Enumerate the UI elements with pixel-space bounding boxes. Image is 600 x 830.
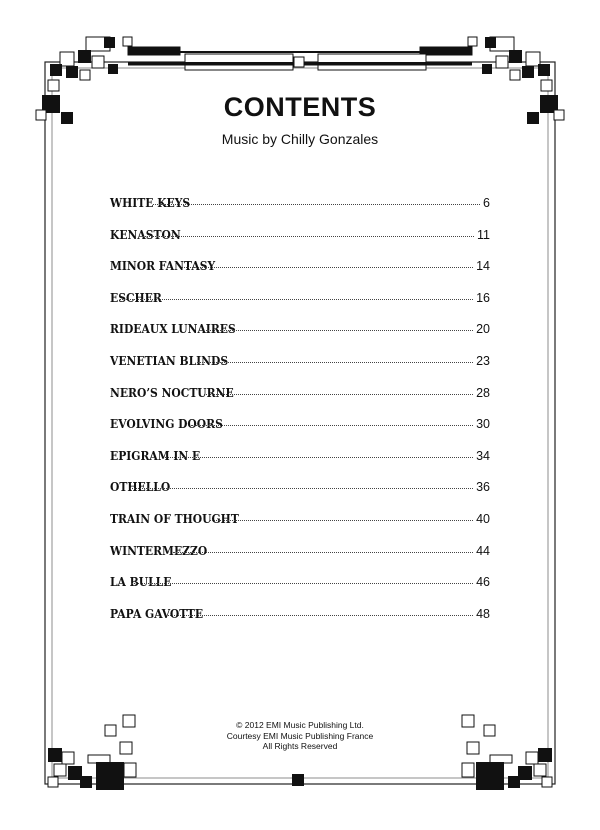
toc-entry-title: TRAIN OF THOUGHT (110, 510, 239, 526)
toc-dot-leader (120, 299, 473, 300)
toc-entry-page: 40 (476, 511, 490, 526)
toc-entry-page: 46 (476, 575, 490, 590)
copyright-line: © 2012 EMI Music Publishing Ltd. (236, 720, 364, 730)
toc-entry-page: 16 (476, 290, 490, 305)
toc-entry-page: 14 (476, 259, 490, 274)
toc-entry (110, 227, 490, 259)
copyright-notice (0, 720, 600, 752)
toc-entry (110, 416, 490, 448)
bottom-center-ornament (292, 774, 304, 786)
toc-entry (110, 353, 490, 385)
toc-dot-leader (210, 520, 473, 521)
table-of-contents (110, 195, 490, 637)
toc-entry-page: 48 (476, 606, 490, 621)
rights-line: All Rights Reserved (262, 741, 338, 751)
toc-entry-title: WINTERMEZZO (110, 542, 208, 558)
toc-dot-leader (182, 267, 473, 268)
toc-entry (110, 479, 490, 511)
toc-dot-leader (206, 330, 473, 331)
toc-entry-page: 6 (483, 196, 490, 210)
toc-entry-title: NERO’S NOCTURNE (110, 384, 234, 400)
toc-dot-leader (165, 457, 473, 458)
toc-entry (110, 543, 490, 575)
toc-entry-title: RIDEAUX LUNAIRES (110, 321, 236, 337)
toc-entry-title: EVOLVING DOORS (110, 416, 223, 432)
toc-entry (110, 511, 490, 543)
toc-entry-title: VENETIAN BLINDS (110, 352, 229, 368)
toc-dot-leader (153, 204, 480, 205)
page-title: CONTENTS (223, 92, 377, 122)
toc-entry-title: EPIGRAM IN E (110, 447, 201, 463)
toc-dot-leader (173, 552, 473, 553)
toc-entry-page: 11 (477, 227, 490, 242)
page-subtitle: Music by Chilly Gonzales (221, 131, 379, 147)
toc-entry-page: 44 (476, 543, 490, 558)
toc-dot-leader (131, 583, 473, 584)
toc-entry (110, 385, 490, 417)
toc-entry (110, 258, 490, 290)
toc-entry-page: 20 (476, 322, 490, 337)
toc-dot-leader (191, 425, 473, 426)
toc-dot-leader (197, 362, 473, 363)
toc-entry-page: 30 (476, 417, 490, 432)
toc-entry (110, 574, 490, 606)
toc-entry-title: LA BULLE (110, 574, 172, 590)
toc-dot-leader (168, 615, 473, 616)
toc-entry-title: ESCHER (110, 289, 162, 305)
toc-entry-page: 36 (476, 480, 490, 495)
toc-entry-page: 28 (476, 385, 490, 400)
toc-entry-title: KENASTON (110, 226, 181, 242)
toc-entry-title: MINOR FANTASY (110, 258, 216, 274)
toc-entry (110, 290, 490, 322)
toc-dot-leader (130, 488, 473, 489)
toc-dot-leader (204, 394, 474, 395)
toc-entry-title: OTHELLO (110, 479, 171, 495)
toc-entry (110, 606, 490, 638)
toc-entry (110, 195, 490, 227)
top-ornament (128, 47, 472, 70)
toc-entry (110, 321, 490, 353)
courtesy-line: Courtesy EMI Music Publishing France (226, 730, 374, 741)
toc-dot-leader (142, 236, 474, 237)
toc-entry-page: 34 (476, 448, 490, 463)
toc-entry-title: WHITE KEYS (110, 195, 191, 210)
toc-entry (110, 448, 490, 480)
toc-entry-title: PAPA GAVOTTE (110, 605, 204, 621)
toc-entry-page: 23 (476, 353, 490, 368)
